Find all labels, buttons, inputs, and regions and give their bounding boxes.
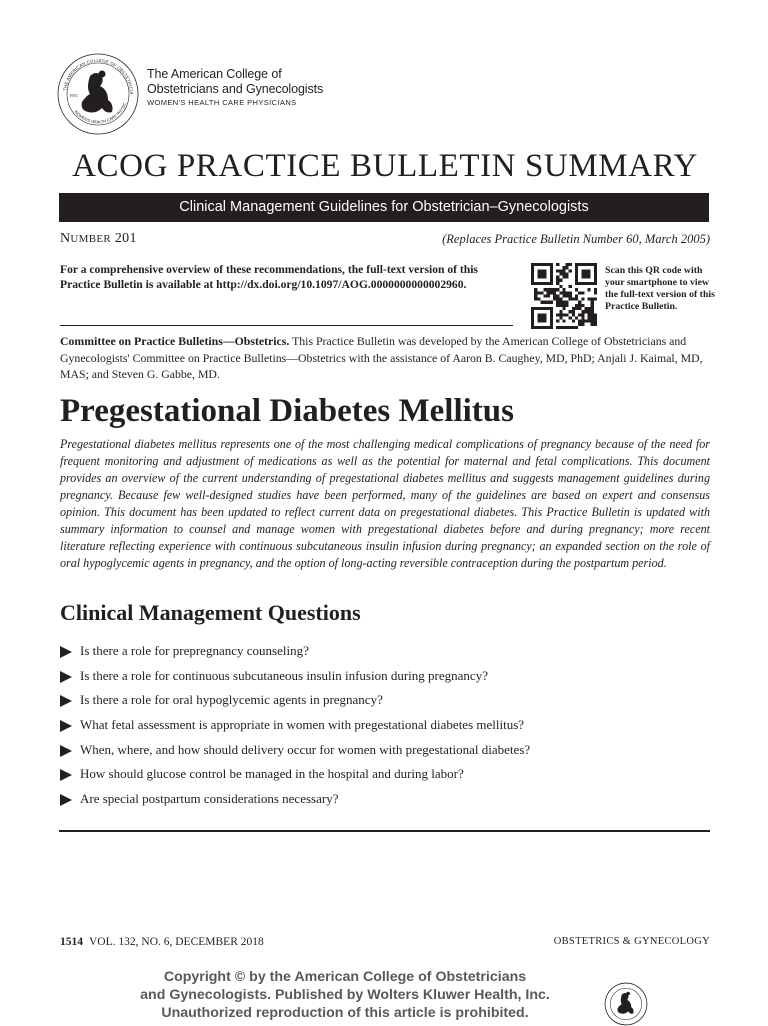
acog-seal-small-logo xyxy=(604,982,648,1026)
volume-info: VOL. 132, NO. 6, DECEMBER 2018 xyxy=(89,936,264,948)
seal-year: 1951 xyxy=(69,93,78,98)
question-item xyxy=(60,791,710,807)
overview-divider xyxy=(60,325,513,326)
organization-name xyxy=(147,67,407,107)
question-text: What fetal assessment is appropriate in women with pregestational diabetes mellitus? xyxy=(80,717,525,733)
triangle-bullet-icon xyxy=(60,720,72,732)
copyright-line1: Copyright © by the American College of Obstetricians xyxy=(163,969,527,985)
seal-bottom-text: WOMEN'S HEALTH CARE PHYSIC xyxy=(73,101,128,125)
question-item xyxy=(60,668,710,684)
question-item xyxy=(60,717,710,733)
replaces-note: (Replaces Practice Bulletin Number 60, March 2005) xyxy=(442,232,710,246)
abstract: Pregestational diabetes mellitus represents one of the most challenging medical complications of pregnancy because of the need for frequent monitoring and adjustment of medications as well as the potential for maternal and fetal complications. This document provides an overview of the current understanding of pregestational diabetes mellitus and suggests management guidelines during pregnancy. Because few well-designed studies have been performed, many of the guidelines are based on expert and consensus opinion. This document has been updated to reflect current data on pregestational diabetes. This Practice Bulletin is updated with summary information to counsel and manage women with pregestational diabetes before and during pregnancy; more recent literature reflecting experience with continuous subcutaneous insulin infusion during pregnancy; an expanded section on the role of oral hypoglycemic agents in pregnancy, and the option of long-acting reversible contraception during the postpartum period. xyxy=(60,437,710,570)
journal-name: OBSTETRICS & GYNECOLOGY xyxy=(553,936,710,947)
triangle-bullet-icon xyxy=(60,769,72,781)
document-title: Pregestational Diabetes Mellitus xyxy=(60,393,514,429)
org-tagline: WOMEN'S HEALTH CARE PHYSICIANS xyxy=(147,98,297,107)
committee-text: This Practice Bulletin was developed by the American College of Obstetricians and Gynecologists' Committee on Practice Bulletins—Obstetrics with the assistance of Aaron B. Caughey, MD, PhD; Anjali J. Kaimal, MD, MAS; and Steven G. Gabbe, MD. xyxy=(60,334,703,381)
bottom-divider xyxy=(59,830,710,832)
subtitle-banner: Clinical Management Guidelines for Obstetrician–Gynecologists xyxy=(59,193,709,222)
question-text: How should glucose control be managed in the hospital and during labor? xyxy=(80,766,464,782)
question-text: Is there a role for oral hypoglycemic agents in pregnancy? xyxy=(80,692,383,708)
question-text: Are special postpartum considerations necessary? xyxy=(80,791,339,807)
triangle-bullet-icon xyxy=(60,745,72,757)
question-item xyxy=(60,692,710,708)
copyright-line2: and Gynecologists. Published by Wolters Kluwer Health, Inc. xyxy=(140,987,550,1003)
number-prefix-rest: UMBER xyxy=(70,233,112,245)
question-text: Is there a role for prepregnancy counseling? xyxy=(80,643,309,658)
question-text: When, where, and how should delivery occur for women with pregestational diabetes? xyxy=(80,741,531,757)
committee-label: Committee on Practice Bulletins—Obstetrics. xyxy=(60,334,290,348)
question-item xyxy=(60,643,710,659)
qr-instructions: Scan this QR code with your smartphone to view the full-text version of this Practice Bulletin. xyxy=(605,265,715,312)
page-number: 1514 xyxy=(60,936,83,948)
org-name-line1: The American College of xyxy=(147,67,282,81)
triangle-bullet-icon xyxy=(60,794,72,806)
number-prefix-initial: N xyxy=(60,231,71,246)
triangle-bullet-icon xyxy=(60,671,72,683)
committee-credit xyxy=(60,333,712,383)
question-text: Is there a role for continuous subcutaneous insulin infusion during pregnancy? xyxy=(80,667,488,683)
copyright-line3: Unauthorized reproduction of this article is prohibited. xyxy=(161,1005,529,1021)
acog-seal-logo xyxy=(56,52,140,136)
triangle-bullet-icon xyxy=(60,695,72,707)
bulletin-number xyxy=(60,230,137,248)
number-value: 201 xyxy=(114,231,137,246)
triangle-bullet-icon xyxy=(60,646,72,658)
page-title: ACOG PRACTICE BULLETIN SUMMARY xyxy=(72,148,698,184)
question-item xyxy=(60,742,710,758)
section-heading: Clinical Management Questions xyxy=(60,600,361,625)
org-name-line2: Obstetricians and Gynecologists xyxy=(147,82,324,96)
footer-citation xyxy=(60,935,264,949)
questions-list xyxy=(60,643,710,816)
qr-code[interactable] xyxy=(530,263,598,329)
seal-ring-text: THE AMERICAN COLLEGE OF OBSTETRICIA xyxy=(62,57,135,95)
question-item xyxy=(60,766,710,782)
copyright-notice xyxy=(100,968,590,1022)
overview-link-text[interactable]: For a comprehensive overview of these recommendations, the full-text version of this Practice Bulletin is available at http://dx.doi.org/10.1097/AOG.0000000000002960. xyxy=(60,263,478,291)
